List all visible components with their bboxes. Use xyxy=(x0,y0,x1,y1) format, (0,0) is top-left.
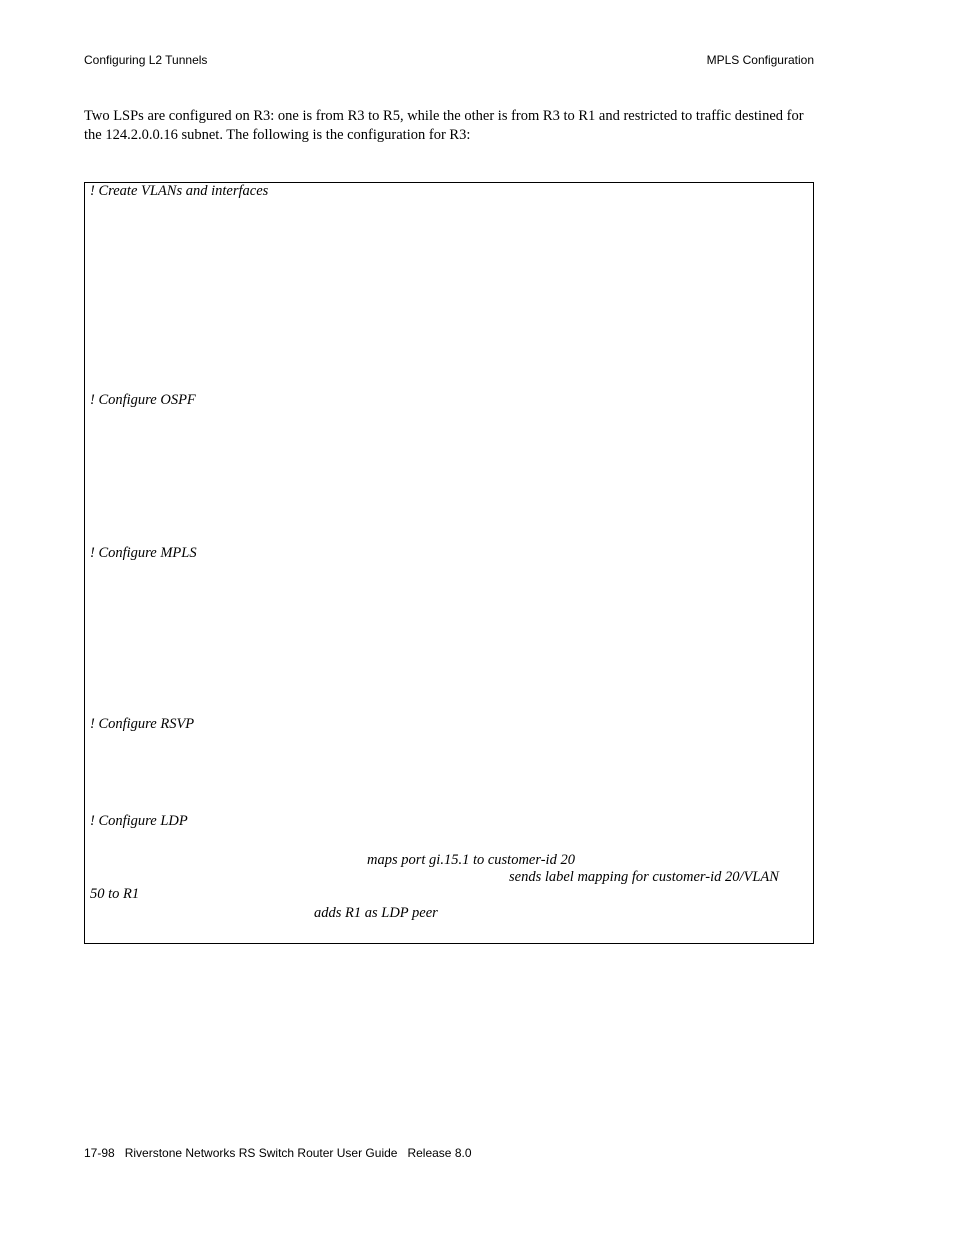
comment-configure-rsvp: ! Configure RSVP xyxy=(90,716,195,732)
running-header-left: Configuring L2 Tunnels xyxy=(84,53,208,67)
note-ldp-peer: adds R1 as LDP peer xyxy=(314,905,438,921)
note-label-mapping-continued: 50 to R1 xyxy=(90,886,140,902)
comment-create-vlans: ! Create VLANs and interfaces xyxy=(90,183,269,199)
comment-configure-ldp: ! Configure LDP xyxy=(90,813,188,829)
note-map-port: maps port gi.15.1 to customer-id 20 xyxy=(367,852,575,868)
intro-paragraph: Two LSPs are configured on R3: one is from R3 to R5, while the other is from R3 to R1 and restricted to traffic destined for the 124.2.0.0.16 subnet. The following is the configuration for R3: xyxy=(84,108,804,143)
comment-configure-mpls: ! Configure MPLS xyxy=(90,545,197,561)
page-footer: 17-98 Riverstone Networks RS Switch Router User Guide Release 8.0 xyxy=(84,1146,472,1160)
running-header-right: MPLS Configuration xyxy=(706,53,814,67)
configuration-box xyxy=(84,182,814,944)
note-label-mapping: sends label mapping for customer-id 20/VLAN xyxy=(509,869,779,885)
comment-configure-ospf: ! Configure OSPF xyxy=(90,392,196,408)
